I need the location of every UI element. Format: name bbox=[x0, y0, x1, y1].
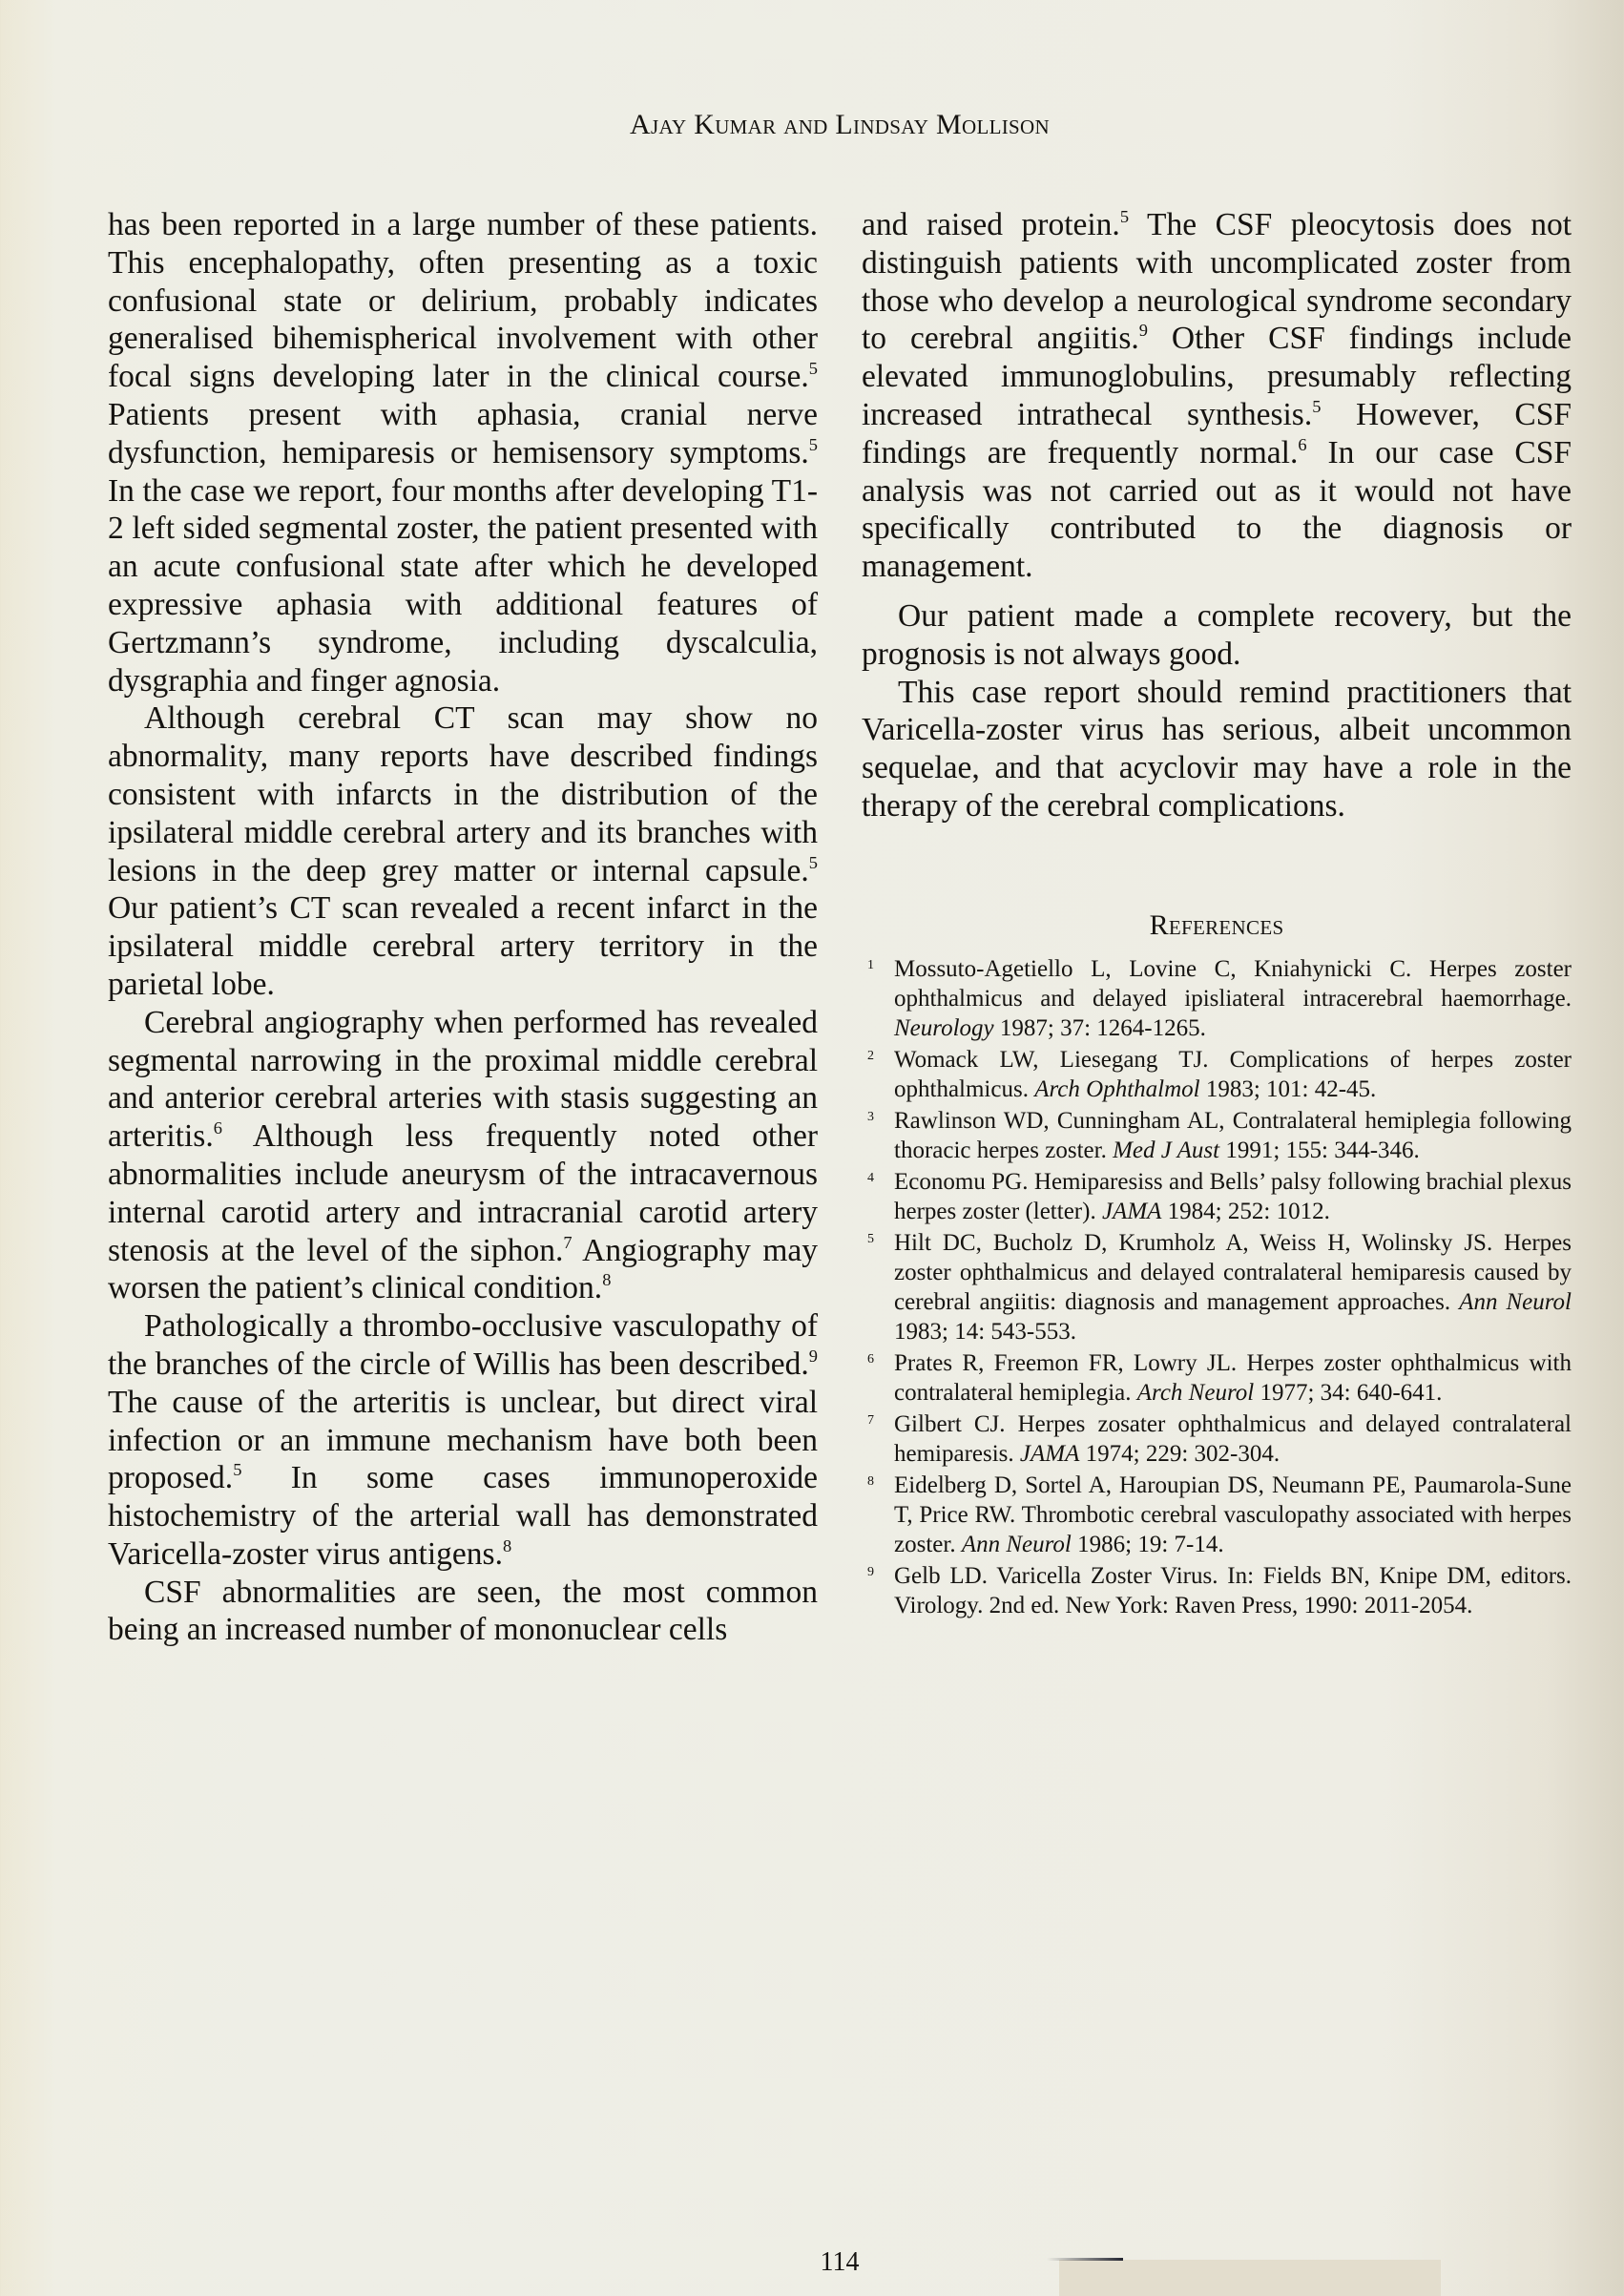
citation-marker: 5 bbox=[1312, 397, 1322, 417]
reference-item: 9 Gelb LD. Varicella Zoster Virus. In: Fields BN, Knipe DM, editors. Virology. 2nd ed. New York: Raven Press, 1990: 2011-2054. bbox=[862, 1561, 1572, 1620]
body-paragraph: Cerebral angiography when performed has revealed segmental narrowing in the proximal middle cerebral and anterior cerebral arteries with stasis suggesting an arteritis.$^6$ Although less frequently noted other abnormalities include aneurysm of the intracavernous internal carotid artery and intracranial carotid artery stenosis at the level of the siphon.$^7$ Angiography may worsen the patient’s clinical condition.$^8$ bbox=[108, 1004, 818, 1306]
citation-marker: 5 bbox=[808, 434, 818, 454]
reference-item: 8 Eidelberg D, Sortel A, Haroupian DS, Neumann PE, Paumarola-Sune T, Price RW. Thrombotic cerebral vasculopathy associated with herpes zoster. Ann Neurol 1986; 19: 7-14. bbox=[862, 1471, 1572, 1559]
citation-marker: 5 bbox=[1119, 207, 1130, 227]
journal-name: Arch Ophthalmol bbox=[1034, 1076, 1200, 1102]
journal-name: JAMA bbox=[1101, 1199, 1162, 1224]
journal-name: Arch Neurol bbox=[1136, 1380, 1255, 1406]
journal-name: Ann Neurol bbox=[1459, 1289, 1572, 1315]
body-paragraph: Our patient made a complete recovery, but the prognosis is not always good. bbox=[862, 597, 1572, 672]
body-paragraph: has been reported in a large number of these patients. This encephalopathy, often presenting as a toxic confusional state or delirium, probably indicates generalised bihemispherical involvement with other focal signs developing later in the clinical course.$^5$ Patients present with aphasia, cranial nerve dysfunction, hemiparesis or hemisensory symptoms.$^5$ In the case we report, four months after developing T1-2 left sided segmental zoster, the patient presented with an acute confusional state after which he developed expressive aphasia with additional features of Gertzmann’s syndrome, including dyscalculia, dysgraphia and finger agnosia. bbox=[108, 207, 818, 699]
citation-marker: 9 bbox=[808, 1346, 818, 1367]
reference-number: 1 bbox=[867, 958, 874, 972]
reference-item: 6 Prates R, Freemon FR, Lowry JL. Herpes zoster ophthalmicus with contralateral hemiplegia. Arch Neurol 1977; 34: 640-641. bbox=[862, 1348, 1572, 1408]
reference-item: 5 Hilt DC, Bucholz D, Krumholz A, Weiss H, Wolinsky JS. Herpes zoster ophthalmicus and delayed contralateral hemiparesis caused by cerebral angiitis: diagnosis and management approaches. Ann Neurol 1983; 14: 543-553. bbox=[862, 1228, 1572, 1346]
body-paragraph: Pathologically a thrombo-occlusive vasculopathy of the branches of the circle of Willis has been described.$^9$ The cause of the arteritis is unclear, but direct viral infection or an immune mechanism have both been proposed.$^5$ In some cases immunoperoxide histochemistry of the arterial wall has demonstrated Varicella-zoster virus antigens.$^8$ bbox=[108, 1308, 818, 1572]
citation-marker: 6 bbox=[213, 1118, 222, 1138]
reference-number: 6 bbox=[867, 1352, 874, 1367]
body-paragraph: CSF abnormalities are seen, the most common being an increased number of mononuclear cells bbox=[108, 1574, 818, 1648]
reference-number: 7 bbox=[867, 1413, 874, 1428]
citation-marker: 5 bbox=[808, 852, 818, 872]
body-paragraph: and raised protein.$^5$ The CSF pleocytosis does not distinguish patients with uncomplicated zoster from those who develop a neurological syndrome secondary to cerebral angiitis.$^9$ Other CSF findings include elevated immunoglobulins, presumably reflecting increased intrathecal synthesis.$^5$ However, CSF findings are frequently normal.$^6$ In our case CSF analysis was not carried out as it would not have specifically contributed to the diagnosis or management. bbox=[862, 207, 1572, 585]
citation-marker: 9 bbox=[1138, 321, 1148, 341]
reference-number: 2 bbox=[867, 1049, 874, 1063]
reference-item: 1 Mossuto-Agetiello L, Lovine C, Kniahynicki C. Herpes zoster ophthalmicus and delayed ipisliateral intracerebral haemorrhage. Neurology 1987; 37: 1264-1265. bbox=[862, 954, 1572, 1043]
right-column bbox=[862, 206, 1572, 825]
reference-number: 8 bbox=[867, 1474, 874, 1489]
reference-number: 3 bbox=[867, 1110, 874, 1124]
reference-number: 4 bbox=[867, 1171, 874, 1185]
journal-name: Med J Aust bbox=[1113, 1138, 1220, 1163]
journal-name: Ann Neurol bbox=[961, 1532, 1072, 1557]
body-paragraph: Although cerebral CT scan may show no abnormality, many reports have described findings consistent with infarcts in the distribution of the ipsilateral middle cerebral artery and its branches with lesions in the deep grey matter or internal capsule.$^5$ Our patient’s CT scan revealed a recent infarct in the ipsilateral middle cerebral artery territory in the parietal lobe. bbox=[108, 700, 818, 1002]
citation-marker: 5 bbox=[233, 1460, 242, 1480]
citation-marker: 8 bbox=[602, 1270, 612, 1290]
reference-number: 5 bbox=[867, 1232, 874, 1246]
reference-number: 9 bbox=[867, 1565, 874, 1579]
citation-marker: 8 bbox=[502, 1536, 512, 1555]
citation-marker: 7 bbox=[563, 1232, 573, 1252]
citation-marker: 5 bbox=[808, 359, 818, 379]
reference-item: 2 Womack LW, Liesegang TJ. Complications of herpes zoster ophthalmicus. Arch Ophthalmol 1983; 101: 42-45. bbox=[862, 1045, 1572, 1104]
journal-name: Neurology bbox=[894, 1015, 994, 1041]
reference-list bbox=[862, 954, 1572, 1622]
references-heading: References bbox=[1149, 909, 1284, 941]
body-paragraph: This case report should remind practitioners that Varicella-zoster virus has serious, albeit uncommon sequelae, and that acyclovir may have a role in the therapy of the cerebral complications. bbox=[862, 674, 1572, 824]
left-column bbox=[108, 206, 818, 1649]
journal-name: JAMA bbox=[1019, 1441, 1080, 1467]
running-head: Ajay Kumar and Lindsay Mollison bbox=[630, 109, 1050, 140]
page-number: 114 bbox=[820, 2247, 860, 2277]
reference-item: 4 Economu PG. Hemiparesiss and Bells’ palsy following brachial plexus herpes zoster (letter). JAMA 1984; 252: 1012. bbox=[862, 1167, 1572, 1226]
reference-item: 7 Gilbert CJ. Herpes zosater ophthalmicus and delayed contralateral hemiparesis. JAMA 1974; 229: 302-304. bbox=[862, 1409, 1572, 1469]
citation-marker: 6 bbox=[1298, 434, 1307, 454]
reference-item: 3 Rawlinson WD, Cunningham AL, Contralateral hemiplegia following thoracic herpes zoster. Med J Aust 1991; 155: 344-346. bbox=[862, 1106, 1572, 1165]
